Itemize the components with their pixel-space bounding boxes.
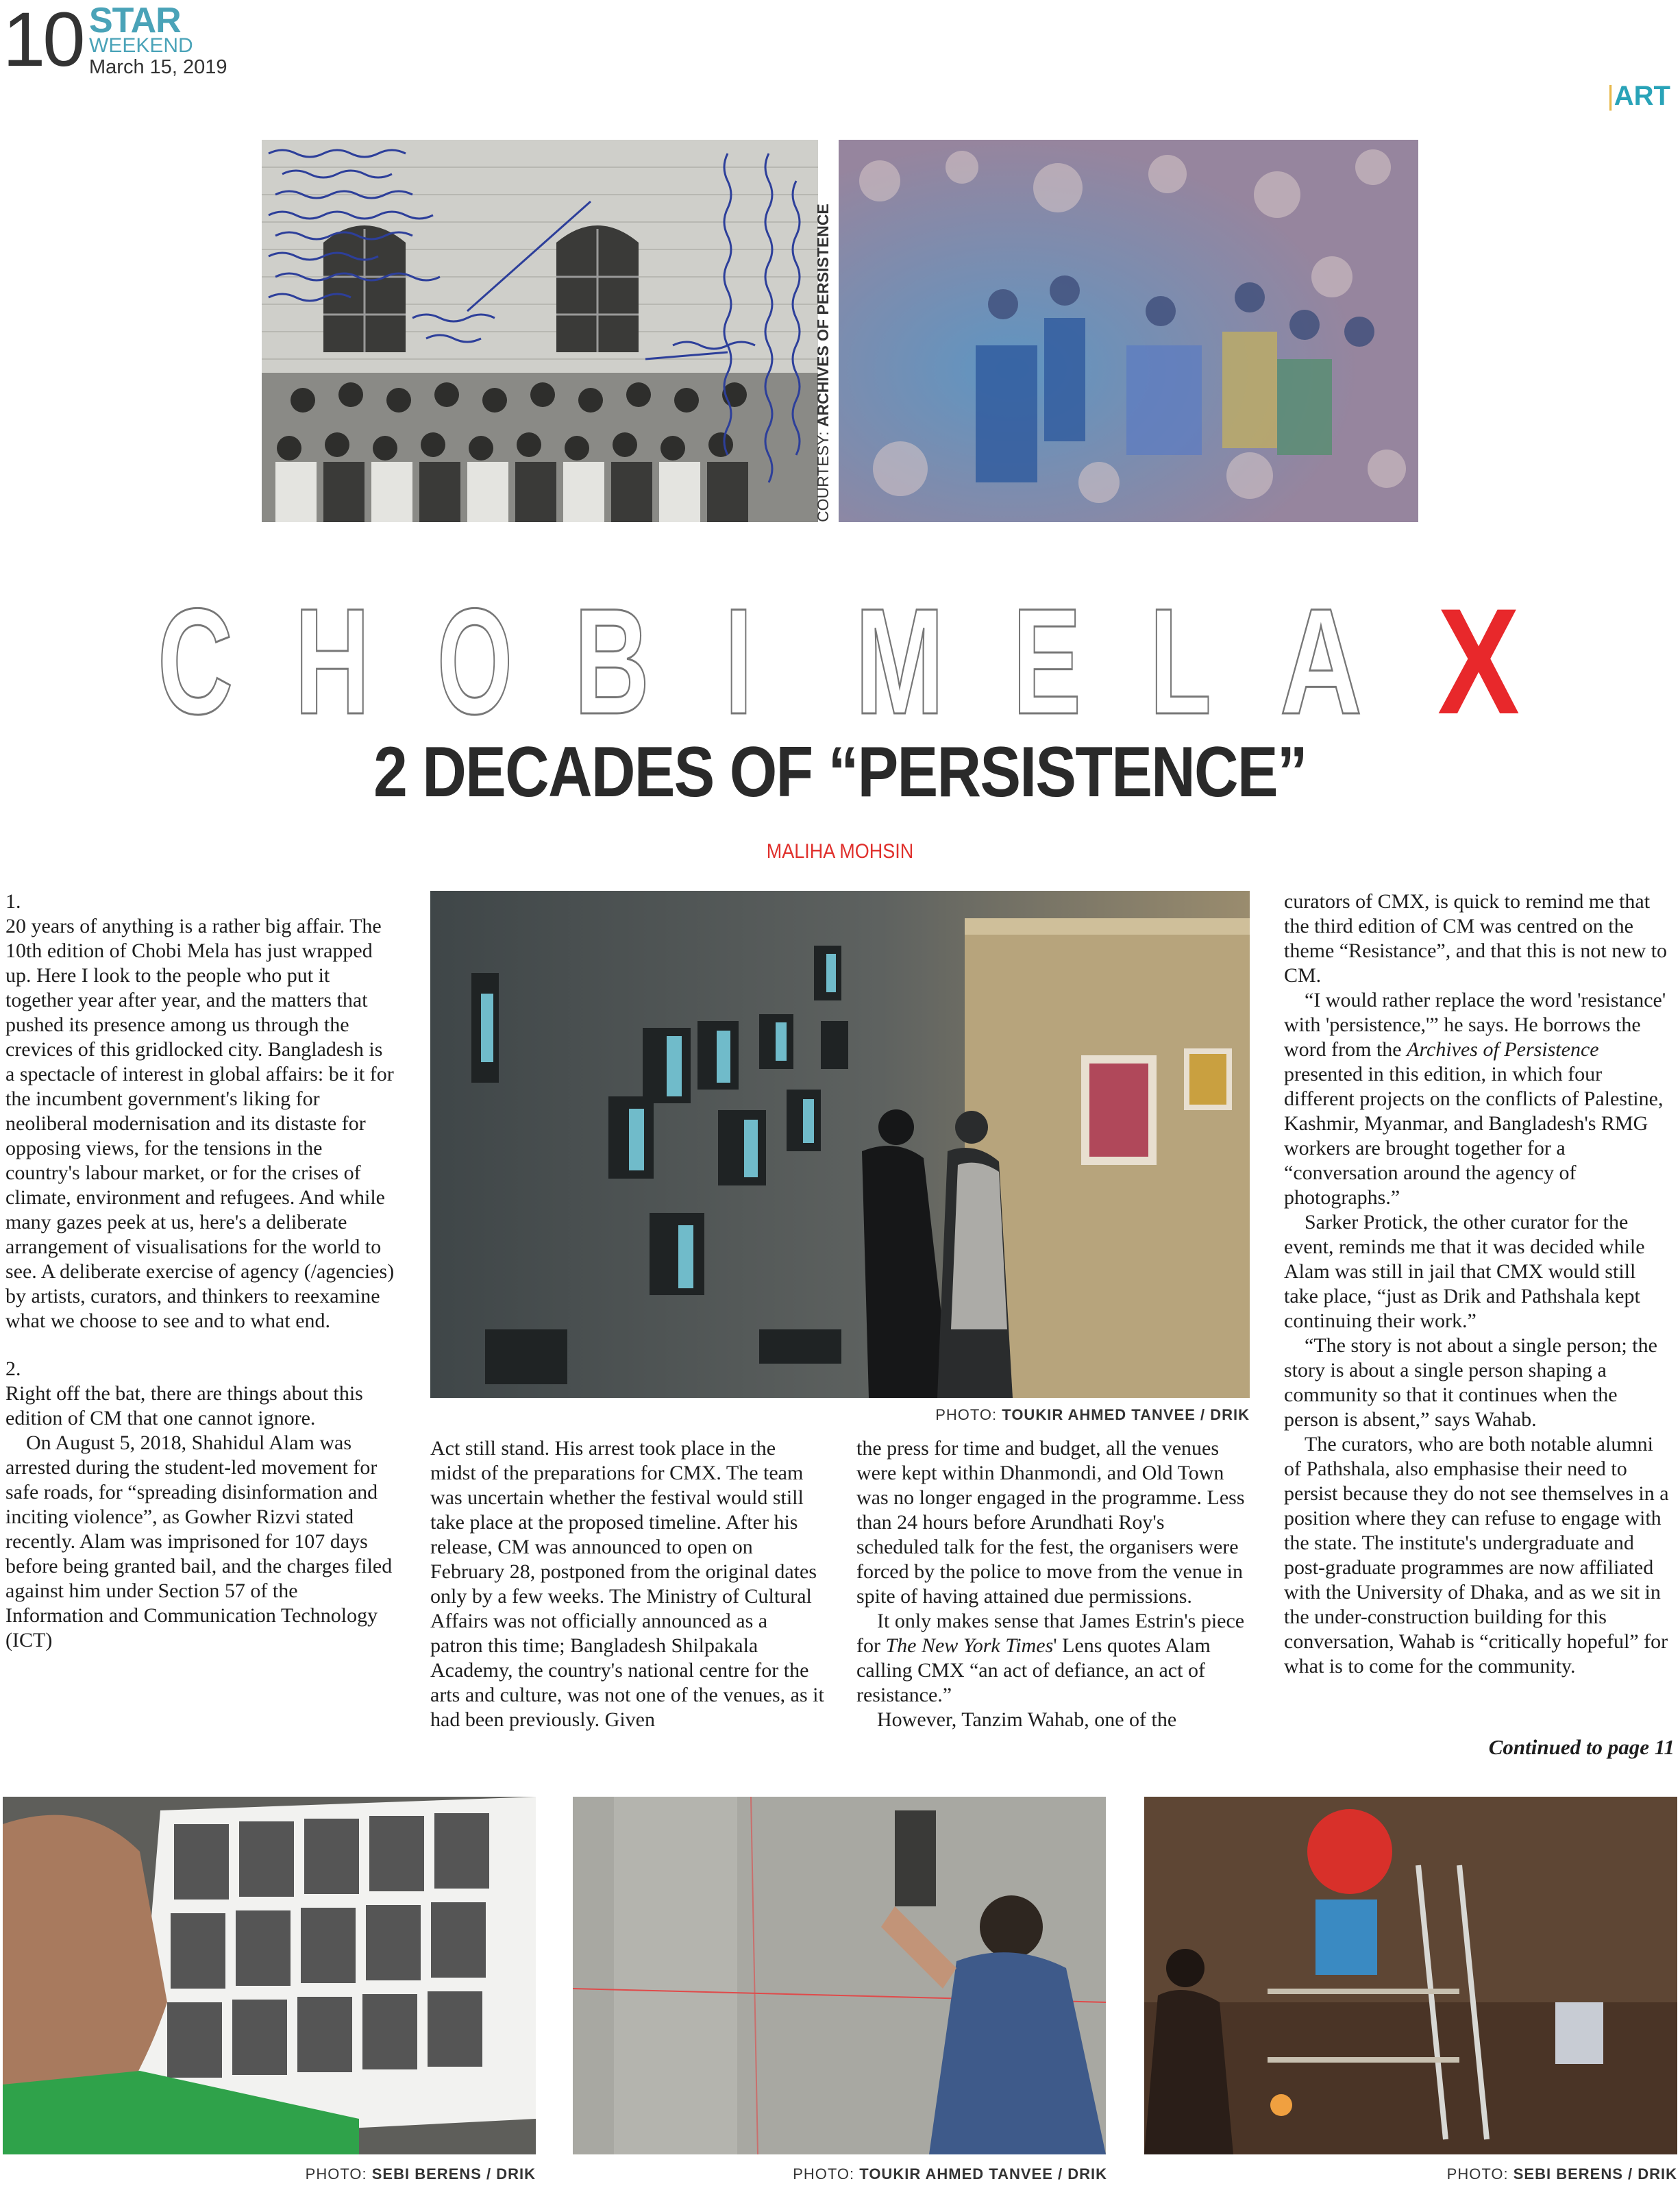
masthead-accent-letter: X	[1437, 577, 1520, 746]
masthead-letter: E	[1013, 577, 1081, 746]
text-run: “I would rather replace the word 'resistance' with 'persistence,'” he says. He borrows the word from the	[1284, 989, 1666, 1061]
brand-weekend: WEEKEND	[89, 34, 193, 57]
masthead-letter: A	[1280, 577, 1362, 746]
article-headline: 2 DECADES OF “PERSISTENCE”	[373, 733, 1307, 812]
paragraph: Sarker Protick, the other curator for the event, reminds me that it was decided while Alam was still in jail that CMX would still take place, “just as Drik and Pathshala kept continuing their work.”	[1284, 1211, 1645, 1332]
credit-name: SEBI BERENS / DRIK	[371, 2165, 536, 2183]
brand-logo	[89, 3, 227, 77]
photo-credit-1	[306, 2165, 536, 2183]
article-byline: MALIHA MOHSIN	[766, 840, 914, 863]
paragraph: the press for time and budget, all the venues were kept within Dhanmondi, and Old Town was no longer engaged in the programme. Less than 24 hours before Arundhati Roy's scheduled talk for the fest, the organisers were forced by the police to move from the venue in spite of having attained due permissions.	[856, 1437, 1245, 1608]
brand-star: STAR	[89, 1, 181, 40]
italic-title: Archives of Persistence	[1407, 1038, 1599, 1061]
text-run: presented in this edition, in which four different projects on the conflicts of Palestine, Kashmir, Myanmar, and Bangladesh's RMG workers are brought together for a “conversation around the agency of photographs.”	[1284, 1063, 1664, 1209]
article-column-1	[5, 889, 395, 1653]
photo-credit-2	[793, 2165, 1107, 2183]
article-column-4	[1284, 889, 1675, 1679]
photo-credit-3	[1447, 2165, 1677, 2183]
hanging-photo-installation	[573, 1797, 1106, 2154]
article-column-2	[430, 1436, 825, 1732]
continued-note: Continued to page 11	[1488, 1735, 1675, 1759]
paragraph: 20 years of anything is a rather big affair. The 10th edition of Chobi Mela has just wrapped up. Here I look to the people who put it together year after year, and the matters that pushed its presence among us through the crevices of this gridlocked city. Bangladesh is a spectacle of interest in global affairs: be it for the incumbent government's liking for neoliberal modernisation and its distaste for opposing views, for the tensions in the country's labour market, or for the crises of climate, environment and refugees. And while many gazes peek at us, here's a deliberate arrangement of visualisations for the world to see. A deliberate exercise of agency (/agencies) by artists, curators, and thinkers to reexamine what we choose to see and to what end.	[5, 915, 395, 1332]
paragraph	[856, 1609, 1251, 1708]
credit-name: TOUKIR AHMED TANVEE / DRIK	[1002, 1406, 1250, 1423]
paragraph: The curators, who are both notable alumni of Pathshala, also emphasise their need to persist because they do not see themselves in a position where they can refuse to engage with the state. The institute's undergraduate and post-graduate programmes are now affiliated with the University of Dhaka, and as we sit in the under-construction building for this conversation, Wahab is “critically hopeful” for what is to come for the community.	[1284, 1433, 1669, 1677]
paragraph: “The story is not about a single person; the story is about a single person shaping a community so that it continues when the person is absent,” says Wahab.	[1284, 1334, 1657, 1431]
archive-photo-annotated	[262, 140, 818, 522]
credit-prefix: PHOTO:	[935, 1406, 1002, 1423]
paragraph: On August 5, 2018, Shahidul Alam was arrested during the student-led movement for safe roads, for “spreading disinformation and inciting violence”, as Gowher Rizvi stated recently. Alam was imprisoned for 107 days before being granted bail, and the charges filed against him under Section 57 of the Information and Communication Technology (ICT)	[5, 1431, 393, 1651]
article-column-3	[856, 1436, 1251, 1732]
paragraph: curators of CMX, is quick to remind me that the third edition of CM was centred on the theme “Resistance”, and that this is not new to CM.	[1284, 890, 1668, 987]
masthead-letter: B	[574, 577, 650, 746]
credit-name: SEBI BERENS / DRIK	[1513, 2165, 1677, 2183]
section-tag	[1607, 81, 1670, 112]
credit-prefix: PHOTO:	[1446, 2165, 1514, 2183]
issue-date: March 15, 2019	[89, 56, 227, 78]
masthead-letter: O	[437, 577, 512, 746]
courtesy-credit	[814, 204, 832, 522]
masthead-letter: C	[158, 577, 233, 746]
masthead-letter: H	[295, 577, 370, 746]
credit-name: TOUKIR AHMED TANVEE / DRIK	[859, 2165, 1107, 2183]
section-number-1: 1.	[5, 890, 21, 913]
section-bar: |	[1607, 81, 1614, 111]
text-run: It only makes sense that James Estrin's piece for	[856, 1610, 1245, 1657]
credit-prefix: PHOTO:	[793, 2165, 860, 2183]
masthead-letter: L	[1150, 577, 1211, 746]
section-label: ART	[1614, 81, 1670, 111]
paragraph: Act still stand. His arrest took place in the midst of the preparations for CMX. The team was uncertain whether the festival would still take place at the proposed timeline. After his release, CM was announced to open on February 28, postponed from the original dates only by a few weeks. The Ministry of Cultural Affairs was not officially announced as a patron this time; Bangladesh Shilpakala Academy, the country's national centre for the arts and culture, was not one of the venues, as it had been previously. Given	[430, 1437, 824, 1731]
main-exhibition-photo	[430, 891, 1250, 1398]
masthead-letter: M	[855, 577, 944, 746]
courtesy-name: ARCHIVES OF PERSISTENCE	[814, 204, 832, 428]
abstract-faded-photo	[839, 140, 1418, 522]
masthead-letter: I	[725, 577, 752, 746]
installation-setup-photo	[1144, 1797, 1677, 2154]
courtesy-prefix: COURTESY:	[814, 427, 832, 522]
paragraph: Right off the bat, there are things about this edition of CM that one cannot ignore.	[5, 1382, 363, 1429]
portrait-prints-photo	[3, 1797, 536, 2154]
italic-title: The New York Times	[885, 1634, 1054, 1657]
chobi-mela-title	[158, 573, 1528, 746]
section-number-2: 2.	[5, 1357, 21, 1380]
page-number: 10	[3, 0, 83, 82]
text-run: ' Lens quotes Alam calling CMX “an act of defiance, an act of resistance.”	[856, 1634, 1211, 1706]
main-photo-credit	[935, 1406, 1250, 1424]
paragraph	[1284, 988, 1675, 1210]
credit-prefix: PHOTO:	[305, 2165, 372, 2183]
paragraph: However, Tanzim Wahab, one of the	[877, 1708, 1177, 1731]
